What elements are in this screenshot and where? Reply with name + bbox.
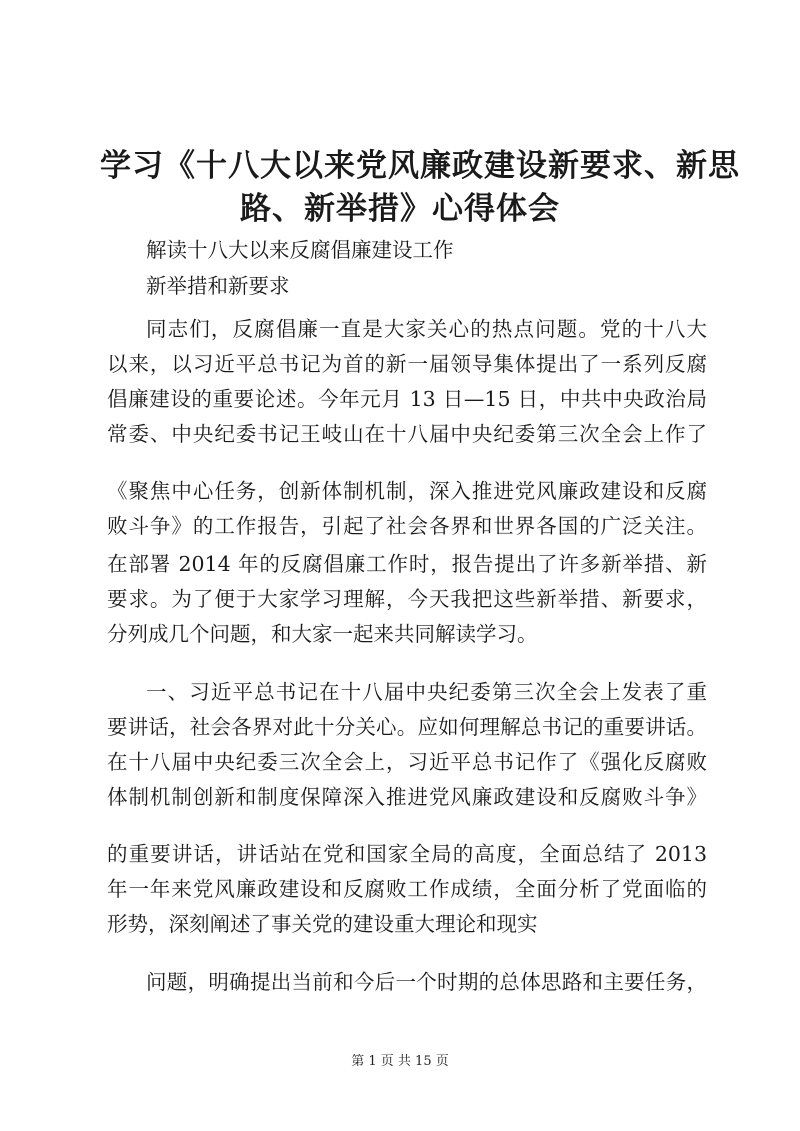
document-title-line-1: 学习《十八大以来党风廉政建设新要求、新思 — [100, 148, 740, 184]
page-number-footer: 第 1 页 共 15 页 — [351, 1054, 449, 1069]
paragraph-line: 体制机制创新和制度保障深入推进党风廉政建设和反腐败斗争》 — [107, 785, 707, 809]
subheading-1: 解读十八大以来反腐倡廉建设工作 — [146, 238, 454, 262]
paragraph-line: 要讲话，社会各界对此十分关心。应如何理解总书记的重要讲话。 — [107, 715, 707, 739]
paragraph-line: 形势，深刻阐述了事关党的建设重大理论和现实 — [107, 912, 538, 936]
paragraph-line: 《聚焦中心任务，创新体制机制，深入推进党风廉政建设和反腐 — [107, 479, 707, 503]
subheading-2: 新举措和新要求 — [146, 274, 290, 298]
paragraph-line: 倡廉建设的重要论述。今年元月 13 日—15 日，中共中央政治局 — [107, 387, 707, 411]
paragraph-line: 一、习近平总书记在十八届中央纪委第三次全会上发表了重 — [146, 680, 707, 704]
paragraph-line: 在十八届中央纪委三次全会上，习近平总书记作了《强化反腐败 — [107, 750, 707, 774]
paragraph-line: 败斗争》的工作报告，引起了社会各界和世界各国的广泛关注。 — [107, 514, 707, 538]
paragraph-line: 以来，以习近平总书记为首的新一届领导集体提出了一系列反腐 — [107, 352, 707, 376]
paragraph-line: 问题，明确提出当前和今后一个时期的总体思路和主要任务， — [146, 970, 707, 994]
paragraph-line: 要求。为了便于大家学习理解，今天我把这些新举措、新要求， — [107, 587, 707, 611]
document-title-line-2: 路、新举措》心得体会 — [240, 191, 560, 227]
paragraph-line: 同志们，反腐倡廉一直是大家关心的热点问题。党的十八大 — [146, 317, 707, 341]
paragraph-line: 的重要讲话，讲话站在党和国家全局的高度，全面总结了 2013 — [107, 842, 707, 866]
paragraph-line: 分列成几个问题，和大家一起来共同解读学习。 — [107, 622, 538, 646]
paragraph-line: 在部署 2014 年的反腐倡廉工作时，报告提出了许多新举措、新 — [107, 552, 707, 576]
paragraph-line: 年一年来党风廉政建设和反腐败工作成绩，全面分析了党面临的 — [107, 877, 707, 901]
paragraph-line: 常委、中央纪委书记王岐山在十八届中央纪委第三次全会上作了 — [107, 422, 707, 446]
